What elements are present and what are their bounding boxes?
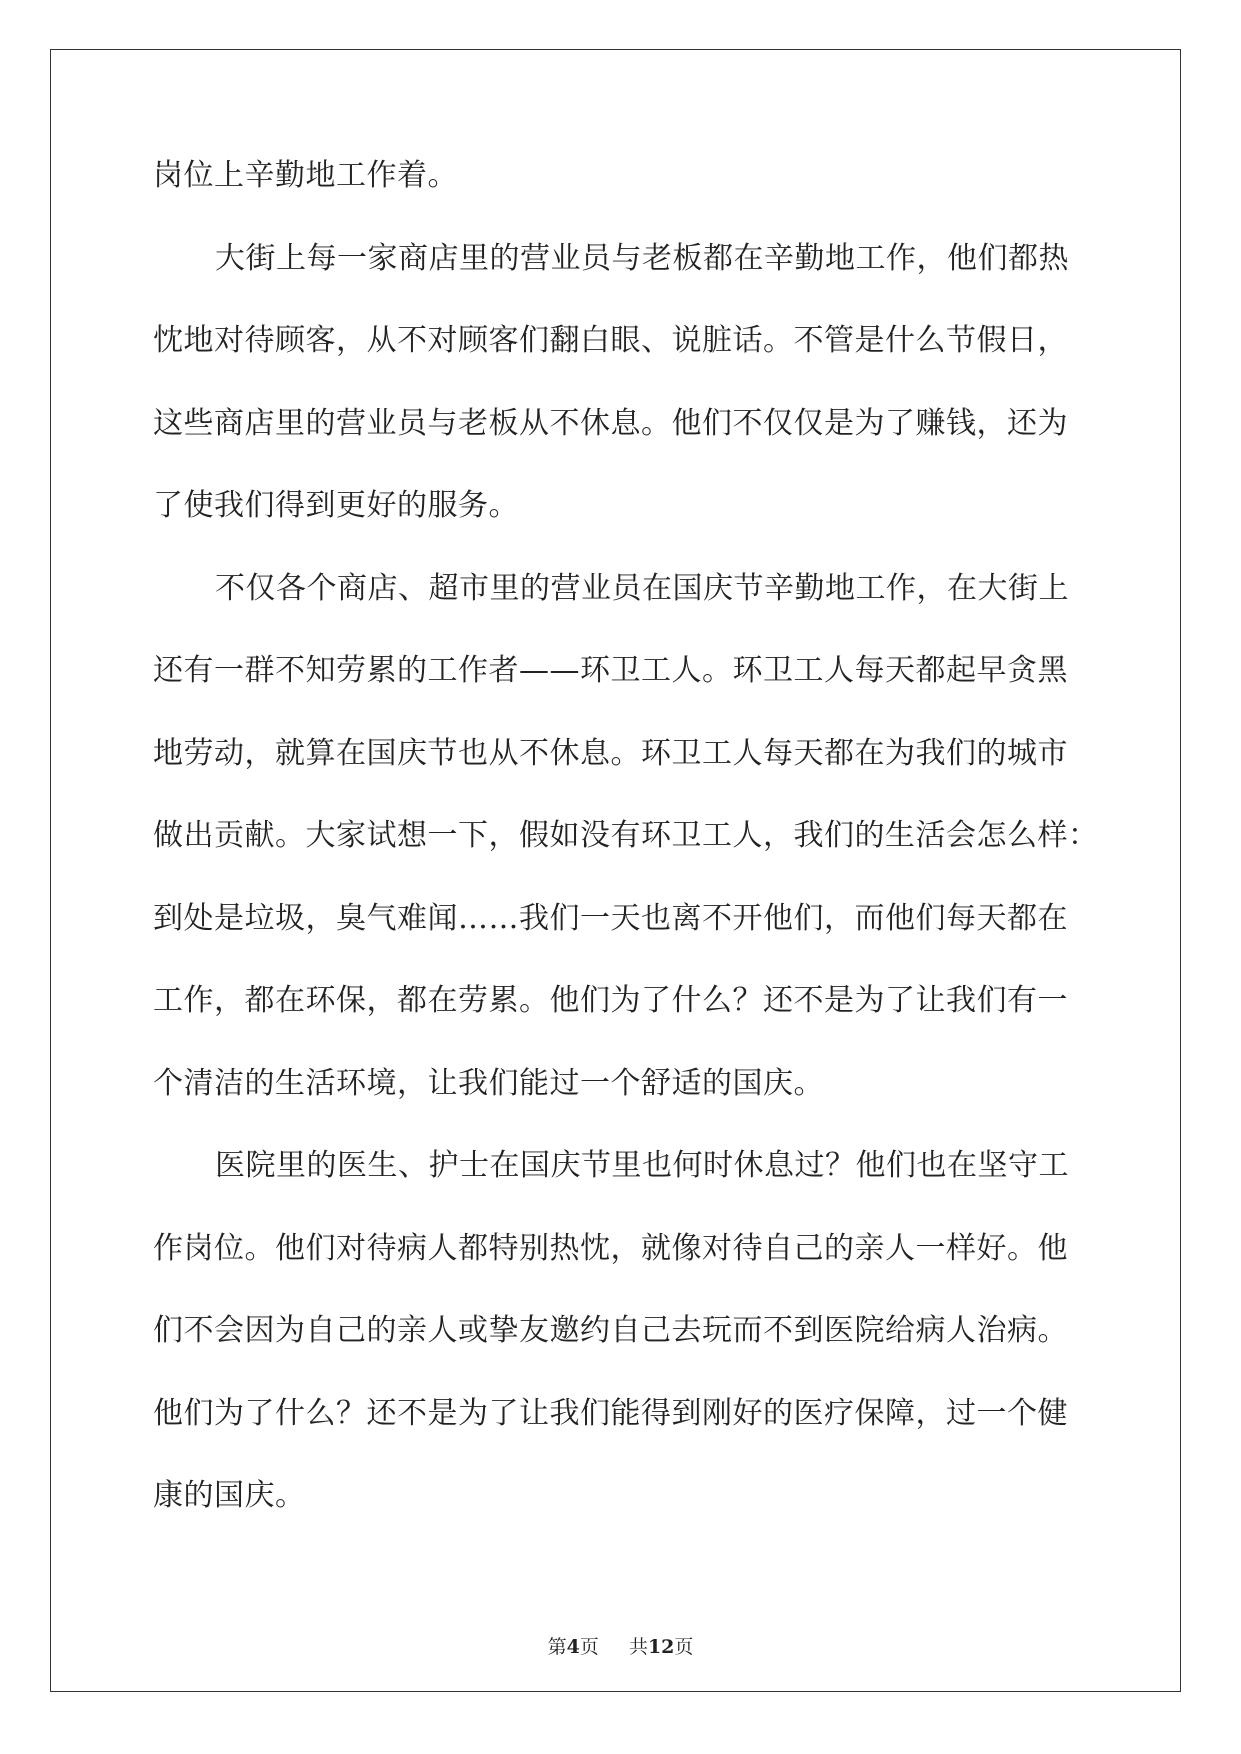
text-line: 们不会因为自己的亲人或挚友邀约自己去玩而不到医院给病人治病。	[153, 1313, 1068, 1348]
total-pages: 12	[647, 1636, 675, 1658]
text-line: 到处是垃圾，臭气难闻……我们一天也离不开他们，而他们每天都在	[153, 900, 1068, 936]
page-number: 4	[566, 1636, 580, 1658]
document-body	[153, 158, 1099, 1561]
total-suffix: 页	[674, 1636, 694, 1658]
paragraph-first-line: 不仅各个商店、超市里的营业员在国庆节辛勤地工作，在大街上	[215, 570, 1069, 606]
paragraph-first-line: 医院里的医生、护士在国庆节里也何时休息过？他们也在坚守工	[215, 1148, 1069, 1183]
paragraph-first-line: 大街上每一家商店里的营业员与老板都在辛勤地工作，他们都热	[215, 240, 1069, 276]
text-line: 还有一群不知劳累的工作者——环卫工人。环卫工人每天都起早贪黑	[153, 653, 1068, 688]
text-line: 工作，都在环保，都在劳累。他们为了什么？还不是为了让我们有一	[153, 983, 1068, 1018]
page-suffix: 页	[579, 1636, 599, 1658]
total-prefix: 共	[628, 1636, 648, 1658]
text-line: 康的国庆。	[153, 1478, 306, 1513]
page-footer	[0, 1632, 1241, 1659]
text-line: 个清洁的生活环境，让我们能过一个舒适的国庆。	[153, 1065, 824, 1101]
text-line: 了使我们得到更好的服务。	[153, 488, 519, 523]
page-prefix: 第	[547, 1636, 567, 1658]
text-line: 他们为了什么？还不是为了让我们能得到刚好的医疗保障，过一个健	[153, 1395, 1068, 1431]
text-line: 岗位上辛勤地工作着。	[153, 158, 458, 193]
text-line: 忱地对待顾客，从不对顾客们翻白眼、说脏话。不管是什么节假日，	[153, 323, 1068, 358]
text-line: 作岗位。他们对待病人都特别热忱，就像对待自己的亲人一样好。他	[153, 1230, 1068, 1266]
text-line: 做出贡献。大家试想一下，假如没有环卫工人，我们的生活会怎么样：	[153, 818, 1099, 853]
text-line: 这些商店里的营业员与老板从不休息。他们不仅仅是为了赚钱，还为	[153, 405, 1068, 441]
text-line: 地劳动，就算在国庆节也从不休息。环卫工人每天都在为我们的城市	[153, 735, 1068, 771]
